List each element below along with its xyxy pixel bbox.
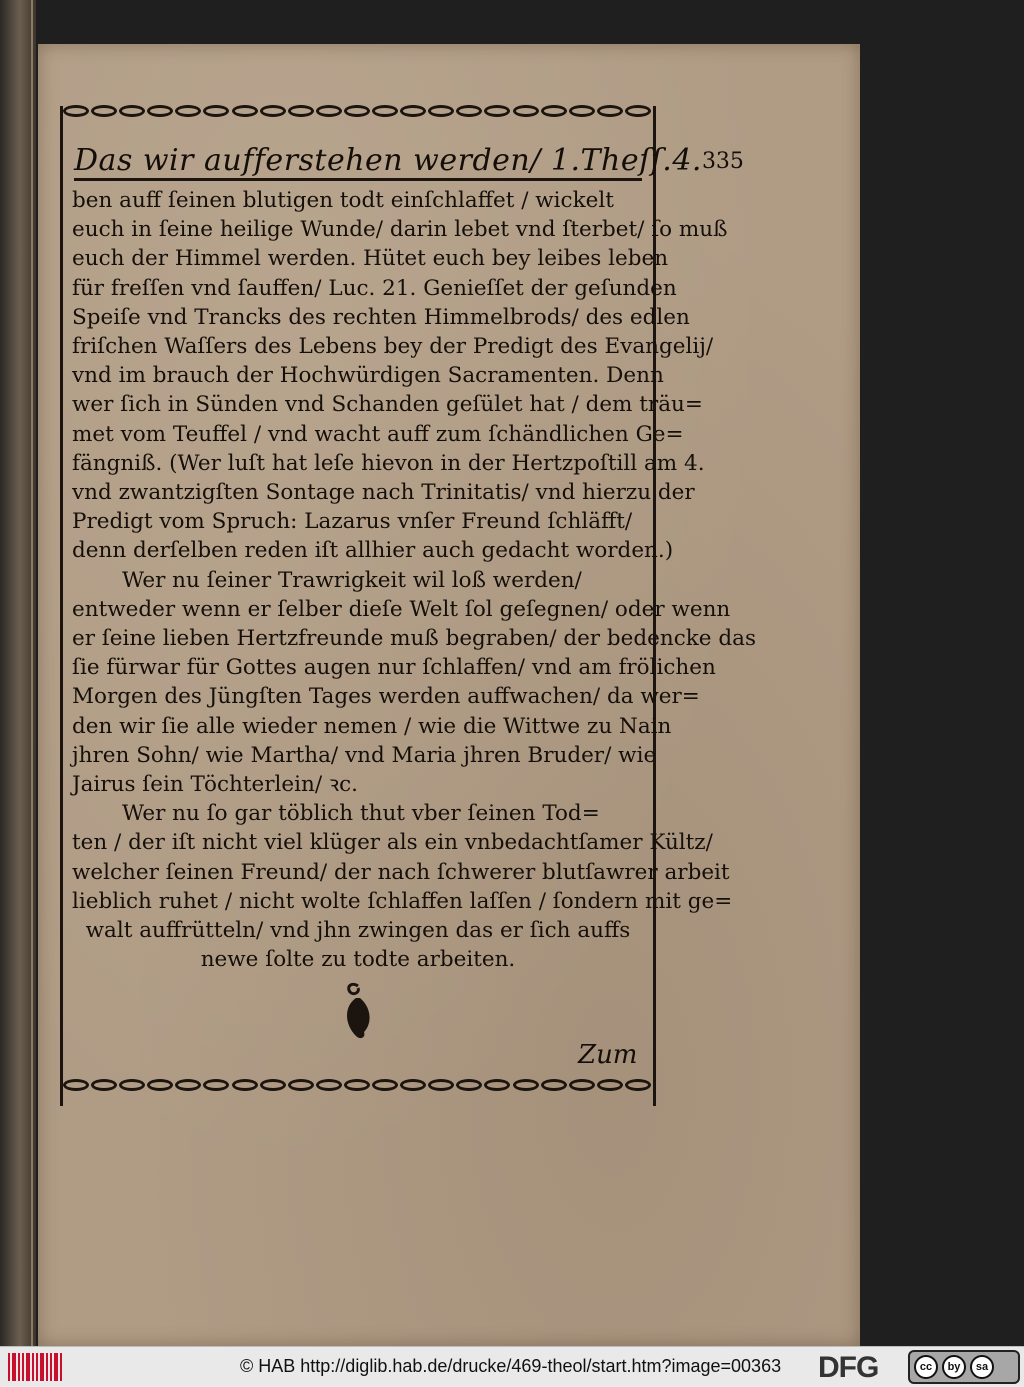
text-line: ſie fürwar für Gottes augen nur ſchlaffen/ vnd am frölichen xyxy=(72,655,716,681)
text-line: jhren Sohn/ wie Martha/ vnd Maria jhren Bruder/ wie xyxy=(72,742,657,768)
text-line: für freſſen vnd ſauffen/ Luc. 21. Genieſſet der geſunden xyxy=(72,275,677,301)
text-line: entweder wenn er ſelber dieſe Welt ſol geſegnen/ oder wenn xyxy=(72,596,731,622)
text-line: fängniß. (Wer luſt hat leſe hievon in der Hertzpoſtill am 4. xyxy=(72,450,705,476)
body-text xyxy=(72,186,756,974)
book-page xyxy=(38,44,860,1346)
text-line: denn derſelben reden iſt allhier auch gedacht worden.) xyxy=(72,538,674,564)
sa-icon: sa xyxy=(970,1355,994,1379)
text-line: Wer nu ſeiner Trawrigkeit wil loß werden/ xyxy=(122,567,582,593)
by-icon: by xyxy=(942,1355,966,1379)
copyright-link[interactable]: © HAB http://diglib.hab.de/drucke/469-theol/start.htm?image=00363 xyxy=(240,1356,782,1376)
text-line: Wer nu ſo gar töblich thut vber ſeinen Tod= xyxy=(122,801,600,827)
cc-icon: cc xyxy=(914,1355,938,1379)
text-line: vnd zwantzigſten Sontage nach Trinitatis/ vnd hierzu der xyxy=(72,480,695,506)
ornament-top xyxy=(62,100,652,122)
viewer-footer xyxy=(0,1346,1024,1387)
text-line: vnd im brauch der Hochwürdigen Sacramenten. Denn xyxy=(72,363,664,389)
text-line: Morgen des Jüngſten Tages werden auffwachen/ da wer= xyxy=(72,684,700,710)
text-line: Jairus ſein Töchterlein/ ꝛc. xyxy=(72,772,358,798)
catchword: Zum xyxy=(578,1040,638,1070)
running-header xyxy=(74,132,744,181)
text-line: lieblich ruhet / nicht wolte ſchlaffen laſſen / ſondern mit ge= xyxy=(72,888,733,914)
text-line: walt auffrütteln/ vnd jhn zwingen das er ſich auffs xyxy=(85,918,631,944)
page-number: 335 xyxy=(701,149,744,174)
text-line: euch in ſeine heilige Wunde/ darin lebet vnd ſterbet/ ſo muß xyxy=(72,217,728,243)
text-line: den wir ſie alle wieder nemen / wie die Wittwe zu Nain xyxy=(72,713,672,739)
fleuron-ornament-icon xyxy=(338,980,378,1044)
running-head-title: Das wir aufferstehen werden/ 1.Theſſ.4. xyxy=(74,143,702,178)
text-line: Speiſe vnd Trancks des rechten Himmelbrods/ des edlen xyxy=(72,304,690,330)
adjacent-page-edge xyxy=(0,0,36,1346)
ornament-bottom xyxy=(62,1074,652,1096)
text-line: wer ſich in Sünden vnd Schanden geſület hat / dem träu= xyxy=(72,392,703,418)
text-line: friſchen Waſſers des Lebens bey der Predigt des Evangelij/ xyxy=(72,334,714,360)
hab-barcode-logo-icon xyxy=(8,1353,62,1381)
text-line: met vom Teuffel / vnd wacht auff zum ſchändlichen Ge= xyxy=(72,421,684,447)
cc-license-badge[interactable] xyxy=(908,1350,1020,1384)
text-line: ten / der iſt nicht viel klüger als ein vnbedachtſamer Kültz/ xyxy=(72,830,713,856)
text-line: er ſeine lieben Hertzfreunde muß begraben/ der bedencke das xyxy=(72,626,756,652)
text-line: euch der Himmel werden. Hütet euch bey leibes leben xyxy=(72,246,669,272)
text-line: newe ſolte zu todte arbeiten. xyxy=(200,947,516,973)
dfg-logo: DFG xyxy=(818,1351,879,1384)
text-line: Predigt vom Spruch: Lazarus vnſer Freund ſchläfft/ xyxy=(72,509,633,535)
text-line: ben auff ſeinen blutigen todt einſchlaffet / wickelt xyxy=(72,188,614,213)
text-line: welcher ſeinen Freund/ der nach ſchwerer blutſawrer arbeit xyxy=(72,859,730,885)
